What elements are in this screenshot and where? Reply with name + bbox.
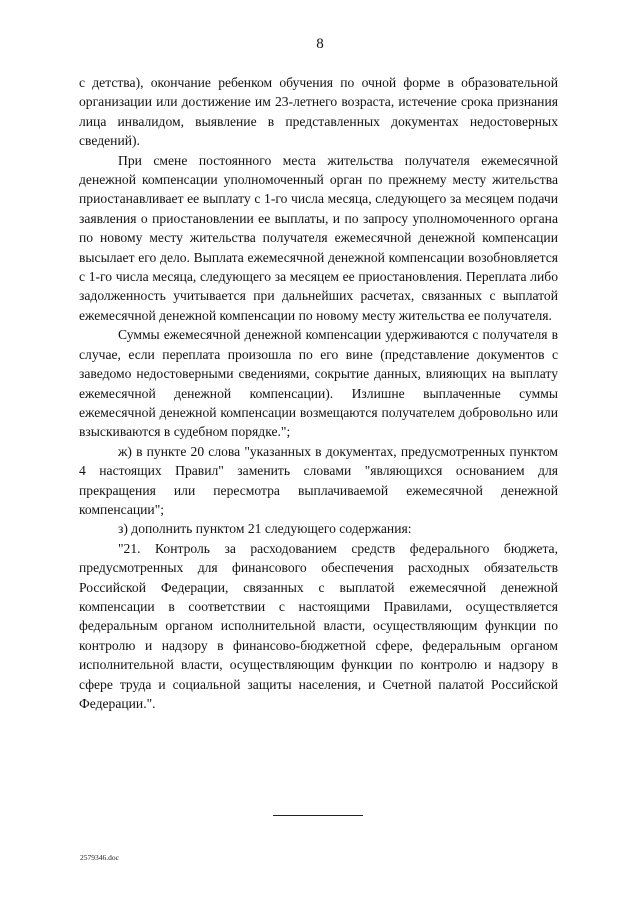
paragraph: Суммы ежемесячной денежной компенсации удерживаются с получателя в случае, если переплата произошла по его вине (представление документов с заведомо недостоверными сведениями, сокрытие данных, влияющих на выплату ежемесячной денежной компенсации). Излишне выплаченные суммы ежемесячной денежной компенсации возмещаются получателем добровольно или взыскиваются в судебном порядке."; [79, 327, 558, 440]
paragraph: При смене постоянного места жительства получателя ежемесячной денежной компенсации уполномоченный орган по прежнему месту жительства приостанавливает ее выплату с 1-го числа месяца, следующего за месяцем подачи заявления о приостановлении ее выплаты, и по запросу уполномоченного органа по новому месту жительства получателя ежемесячной денежной компенсации высылает его дело. Выплата ежемесячной денежной компенсации возобновляется с 1-го числа месяца, следующего за месяцем ее приостановления. Переплата либо задолженность учитывается при дальнейших расчетах, связанных с выплатой ежемесячной денежной компенсации по новому месту жительства ее получателя. [79, 152, 558, 323]
separator-line [273, 815, 363, 816]
page-number: 8 [316, 36, 324, 52]
paragraph: с детства), окончание ребенком обучения по очной форме в образовательной организации или достижение им 23-летнего возраста, истечение срока признания лица инвалидом, выявление в представленных документах недостоверных сведений). [79, 75, 558, 149]
document-body [79, 73, 558, 713]
paragraph: "21. Контроль за расходованием средств федерального бюджета, предусмотренных для финансового обеспечения расходных обязательств Российской Федерации, связанных с выплатой ежемесячной денежной компенсации в соответствии с настоящими Правилами, осуществляется федеральным органом исполнительной власти, осуществляющим функции по контролю и надзору в финансово-бюджетной сфере, федеральным органом исполнительной власти, осуществляющим функции по контролю и надзору в сфере труда и социальной защиты населения, и Счетной палатой Российской Федерации.". [79, 540, 558, 711]
document-file-reference: 2579346.doc [80, 853, 119, 862]
paragraph: ж) в пункте 20 слова "указанных в документах, предусмотренных пунктом 4 настоящих Правил" заменить словами "являющихся основанием для прекращения или пересмотра выплачиваемой ежемесячной денежной компенсации"; [79, 443, 558, 517]
paragraph: з) дополнить пунктом 21 следующего содержания: [118, 521, 412, 537]
